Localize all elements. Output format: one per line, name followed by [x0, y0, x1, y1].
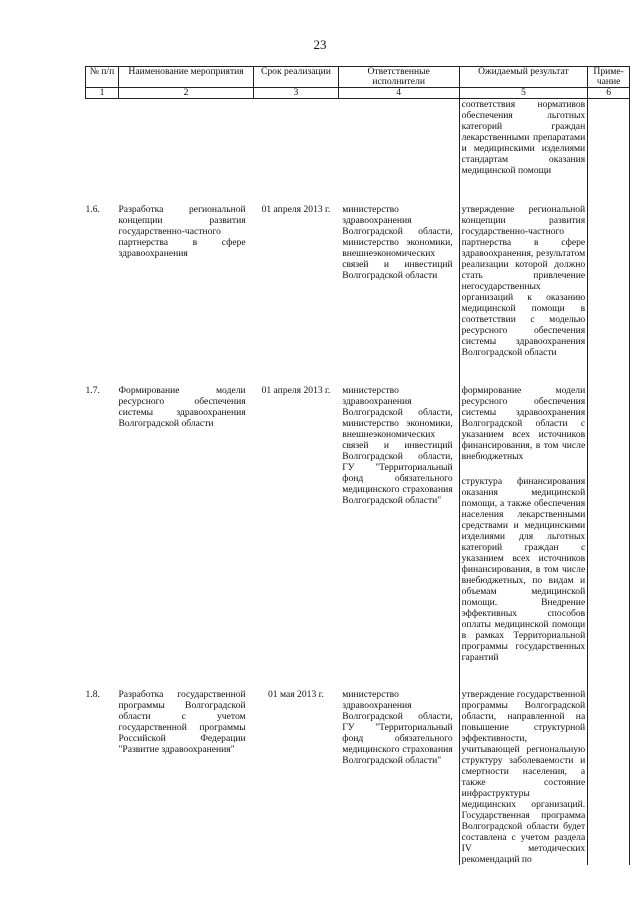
- col-number-4: 4: [338, 88, 459, 99]
- row-result-text-2: структура финансирования оказания медицинской помощи, а также обеспечения населения лекарственными средствами и медицинскими изделиями для льготных категорий граждан с указанием всех источников финансирования, в том числе внебюджетных, по видам и объемам медицинской помощи. Внедрение эффективных способов оплаты медицинской помощи в рамках Территориальной программы государственных гарантий: [461, 476, 586, 663]
- row-result-text: утверждение государственной программы Волгоградской области, направленной на повышение структурной эффективности, учитывающей региональную структуру заболеваемости и смертности населения, а также состояние инфраструктуры медицинских организаций. Государственная программа Волгоградской области будет составлена с учетом раздела IV методических рекомендаций по: [461, 689, 586, 865]
- row-note: [588, 204, 630, 385]
- table-row: [86, 689, 630, 865]
- row-result-text: соответствия нормативов обеспечения льготных категорий граждан лекарственными препаратами и медицинскими изделиями стандартам оказания медицинской помощи: [461, 99, 586, 176]
- row-note: [588, 99, 630, 205]
- table-row: [86, 99, 630, 205]
- table-header-row: [86, 67, 630, 88]
- header-num: № п/п: [86, 67, 119, 88]
- row-result-text: утверждение региональной концепции развития государственно-частного партнерства в сфере здравоохранения, результатом реализации которой должно стать привлечение негосударственных организаций к оказанию медицинской помощи в соответствии с моделью ресурсного обеспечения системы здравоохранения Волгоградской области: [461, 204, 586, 358]
- header-result: Ожидаемый результат: [459, 67, 588, 88]
- header-term: Срок реализации: [254, 67, 339, 88]
- header-name: Наименование мероприятия: [118, 67, 253, 88]
- row-num: 1.7.: [85, 385, 100, 396]
- row-num: [86, 99, 119, 205]
- header-responsible: Ответственные исполнители: [338, 67, 459, 88]
- row-result-text: формирование модели ресурсного обеспечения системы здравоохранения Волгоградской области с указанием всех источников финансирования, в том числе внебюджетных: [461, 385, 586, 462]
- col-number-6: 6: [588, 88, 630, 99]
- row-num: 1.6.: [85, 204, 100, 215]
- row-responsible: [338, 99, 459, 205]
- row-term: 01 апреля 2013 г.: [261, 204, 331, 215]
- row-note: [588, 385, 630, 689]
- row-name: [118, 99, 253, 205]
- row-note: [588, 689, 630, 865]
- col-number-5: 5: [459, 88, 588, 99]
- row-responsible: министерство здравоохранения Волгоградской области, министерство экономики, внешнеэкономических связей и инвестиций Волгоградской области, ГУ "Территориальный фонд обязательного медицинского страхования Волгоградской области": [342, 385, 453, 506]
- row-term: 01 апреля 2013 г.: [261, 385, 331, 396]
- col-number-2: 2: [118, 88, 253, 99]
- row-result: [459, 204, 588, 385]
- row-name: Формирование модели ресурсного обеспечения системы здравоохранения Волгоградской области: [118, 385, 246, 429]
- row-responsible: министерство здравоохранения Волгоградской области, ГУ "Территориальный фонд обязательного медицинского страхования Волгоградской области": [342, 689, 453, 766]
- row-result: [459, 385, 588, 689]
- table-row: [86, 204, 630, 385]
- row-result: [459, 689, 588, 865]
- measures-table: [85, 66, 630, 865]
- row-responsible: министерство здравоохранения Волгоградской области, министерство экономики, внешнеэкономических связей и инвестиций Волгоградской области: [342, 204, 453, 281]
- column-number-row: [86, 88, 630, 99]
- row-term: [254, 99, 339, 205]
- header-note: Приме-чание: [588, 67, 630, 88]
- row-name: Разработка государственной программы Волгоградской области с учетом государственной программы Российской Федерации "Развитие здравоохранения": [118, 689, 246, 755]
- row-name: Разработка региональной концепции развития государственно-частного партнерства в сфере здравоохранения: [118, 204, 246, 259]
- row-term: 01 мая 2013 г.: [267, 689, 324, 700]
- row-num: 1.8.: [85, 689, 100, 700]
- row-result: [459, 99, 588, 205]
- col-number-1: 1: [86, 88, 119, 99]
- table-row: [86, 385, 630, 689]
- col-number-3: 3: [254, 88, 339, 99]
- page-number: 23: [313, 37, 327, 52]
